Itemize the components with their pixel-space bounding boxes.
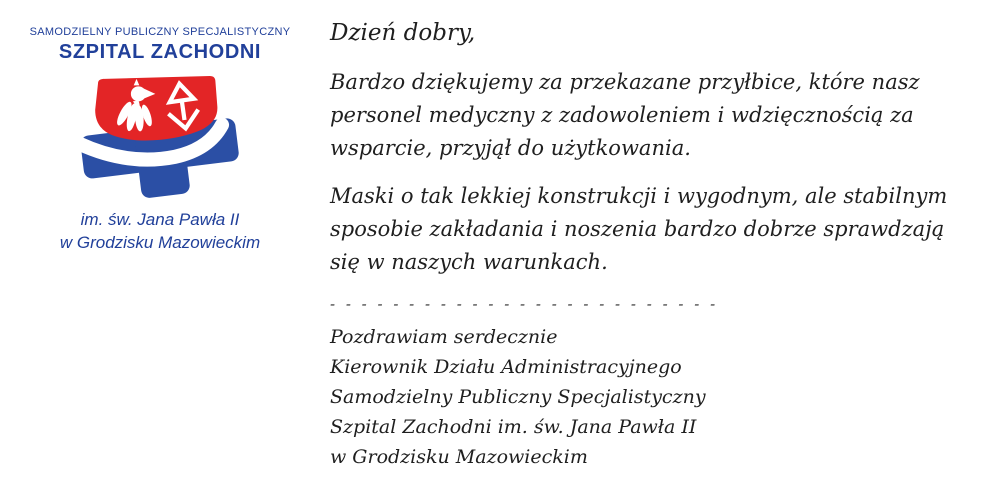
paragraph-masks: Maski o tak lekkiej konstrukcji i wygodnym, ale stabilnym sposobie zakładania i noszenia bardzo dobrze sprawdzają się w naszych warunkach. [330,184,948,274]
signature-block [330,322,960,472]
signature-org-line3: w Grodzisku Mazowieckim [330,446,588,468]
signature-org-line1: Samodzielny Publiczny Specjalistyczny [330,386,706,408]
patron-line2: w Grodzisku Mazowieckim [59,233,261,252]
signature-title: Kierownik Działu Administracyjnego [330,356,682,378]
dashed-separator: - - - - - - - - - - - - - - - - - - - - - - - - - [330,295,719,313]
letterhead [0,0,320,500]
org-name-line2: SZPITAL ZACHODNI [58,41,262,63]
greeting: Dzień dobry, [330,20,476,46]
org-name-line1: SAMODZIELNY PUBLICZNY SPECJALISTYCZNY [29,26,291,38]
paragraph-thanks: Bardzo dziękujemy za przekazane przyłbice, które nasz personel medyczny z zadowoleniem i wdzięcznością za wsparcie, przyjął do użytkowania. [330,70,920,160]
signature-org-line2: Szpital Zachodni im. św. Jana Pawła II [330,416,697,438]
letter-body [330,16,960,472]
signature-closing: Pozdrawiam serdecznie [330,326,558,348]
hospital-logo-icon [62,76,258,200]
patron-line1: im. św. Jana Pawła II [80,210,240,229]
patron-lines [0,208,320,254]
